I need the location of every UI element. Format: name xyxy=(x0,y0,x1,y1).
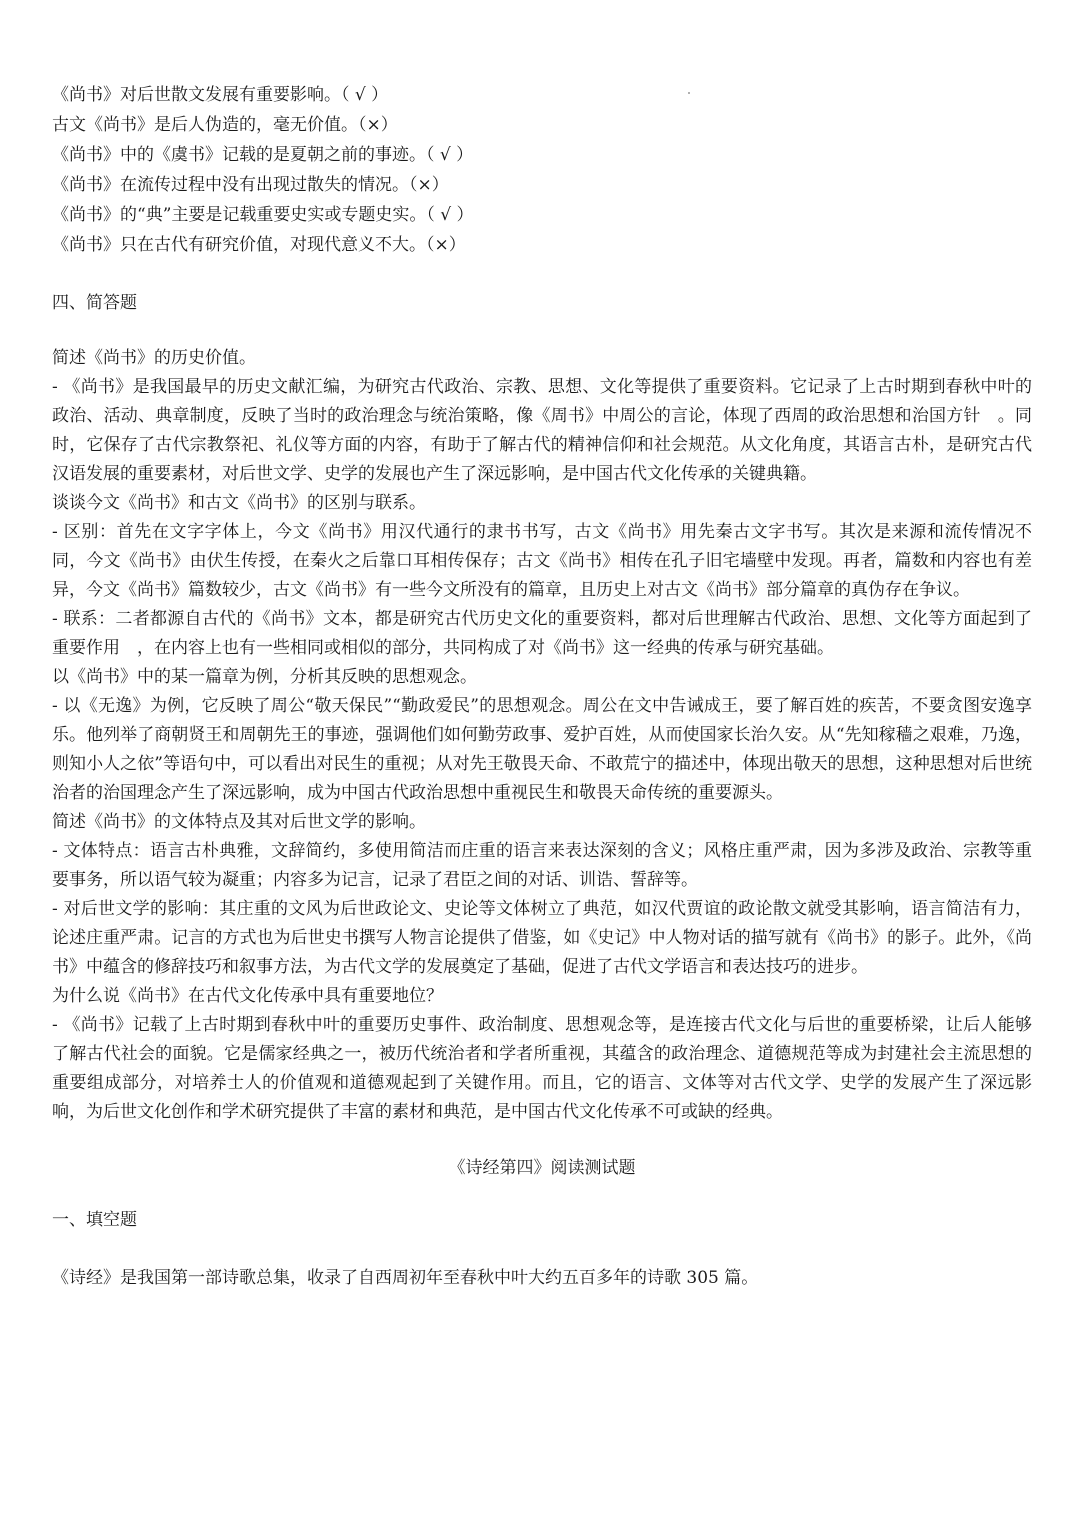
document-page xyxy=(52,80,1032,1293)
tf-item: 《尚书》的“典”主要是记载重要史实或专题史实。（ √ ） xyxy=(52,205,474,225)
question: 为什么说《尚书》在古代文化传承中具有重要地位？ xyxy=(52,986,443,1006)
question: 谈谈今文《尚书》和古文《尚书》的区别与联系。 xyxy=(52,493,426,513)
answer: - 联系：二者都源自古代的《尚书》文本，都是研究古代历史文化的重要资料，都对后世理解古代政治、思想、文化等方面起到了重要作用 ，在内容上也有一些相同或相似的部分，共同构成了对《尚书》这一经典的传承与研究基础。 xyxy=(52,609,1032,658)
section-heading: 四、简答题 xyxy=(52,293,137,313)
answer: - 《尚书》是我国最早的历史文献汇编，为研究古代政治、宗教、思想、文化等提供了重要资料。它记录了上古时期到春秋中叶的政治、活动、典章制度，反映了当时的政治理念与统治策略，像《周书》中周公的言论，体现了西周的政治思想和治国方针 。同时，它保存了古代宗教祭祀、礼仪等方面的内容，有助于了解古代的精神信仰和社会规范。从文化角度，其语言古朴，是研究古代汉语发展的重要素材，对后世文学、史学的发展也产生了深远影响，是中国古代文化传承的关键典籍。 xyxy=(52,377,1032,484)
section-heading: 一、填空题 xyxy=(52,1210,137,1230)
tf-item: 《尚书》对后世散文发展有重要影响。（ √ ） xyxy=(52,85,389,105)
answer: - 文体特点：语言古朴典雅，文辞简约，多使用简洁而庄重的语言来表达深刻的含义；风格庄重严肃，因为多涉及政治、宗教等重要事务，所以语气较为凝重；内容多为记言，记录了君臣之间的对话、训诰、誓辞等。 xyxy=(52,841,1032,890)
answer: - 区别：首先在文字字体上，今文《尚书》用汉代通行的隶书书写，古文《尚书》用先秦古文字书写。其次是来源和流传情况不同，今文《尚书》由伏生传授，在秦火之后靠口耳相传保存；古文《尚书》相传在孔子旧宅墙壁中发现。再者，篇数和内容也有差异，今文《尚书》篇数较少，古文《尚书》有一些今文所没有的篇章，且历史上对古文《尚书》部分篇章的真伪存在争议。 xyxy=(52,522,1032,600)
answer: - 以《无逸》为例，它反映了周公“敬天保民”“勤政爱民”的思想观念。周公在文中告诫成王，要了解百姓的疾苦，不要贪图安逸享乐。他列举了商朝贤王和周朝先王的事迹，强调他们如何勤劳政事、爱护百姓，从而使国家长治久安。从“先知稼穑之艰难，乃逸，则知小人之依”等语句中，可以看出对民生的重视；从对先王敬畏天命、不敢荒宁的描述中，体现出敬天的思想，这种思想对后世统治者的治国理念产生了深远影响，成为中国古代政治思想中重视民生和敬畏天命传统的重要源头。 xyxy=(52,696,1032,803)
tf-item: 古文《尚书》是后人伪造的，毫无价值。（×） xyxy=(52,115,398,135)
true-false-list xyxy=(52,80,1032,260)
short-answer-section xyxy=(52,344,1032,1127)
question: 以《尚书》中的某一篇章为例，分析其反映的思想观念。 xyxy=(52,667,477,687)
tf-item: 《尚书》只在古代有研究价值，对现代意义不大。（×） xyxy=(52,235,466,255)
fill-in-item: 《诗经》是我国第一部诗歌总集，收录了自西周初年至春秋中叶大约五百多年的诗歌 305 篇。 xyxy=(52,1268,759,1288)
tf-item: 《尚书》在流传过程中没有出现过散失的情况。（×） xyxy=(52,175,449,195)
question: 简述《尚书》的文体特点及其对后世文学的影响。 xyxy=(52,812,426,832)
answer: - 对后世文学的影响：其庄重的文风为后世政论文、史论等文体树立了典范，如汉代贾谊的政论散文就受其影响，语言简洁有力，论述庄重严肃。记言的方式也为后世史书撰写人物言论提供了借鉴，如《史记》中人物对话的描写就有《尚书》的影子。此外，《尚书》中蕴含的修辞技巧和叙事方法，为古代文学的发展奠定了基础，促进了古代文学语言和表达技巧的进步。 xyxy=(52,899,1032,977)
answer: - 《尚书》记载了上古时期到春秋中叶的重要历史事件、政治制度、思想观念等，是连接古代文化与后世的重要桥梁，让后人能够了解古代社会的面貌。它是儒家经典之一，被历代统治者和学者所重视，其蕴含的政治理念、道德规范等成为封建社会主流思想的重要组成部分，对培养士人的价值观和道德观起到了关键作用。而且，它的语言、文体等对古代文学、史学的发展产生了深远影响，为后世文化创作和学术研究提供了丰富的素材和典范，是中国古代文化传承不可或缺的经典。 xyxy=(52,1015,1032,1122)
document-title: 《诗经第四》阅读测试题 xyxy=(448,1158,636,1178)
question: 简述《尚书》的历史价值。 xyxy=(52,348,256,368)
tf-item: 《尚书》中的《虞书》记载的是夏朝之前的事迹。（ √ ） xyxy=(52,145,474,165)
